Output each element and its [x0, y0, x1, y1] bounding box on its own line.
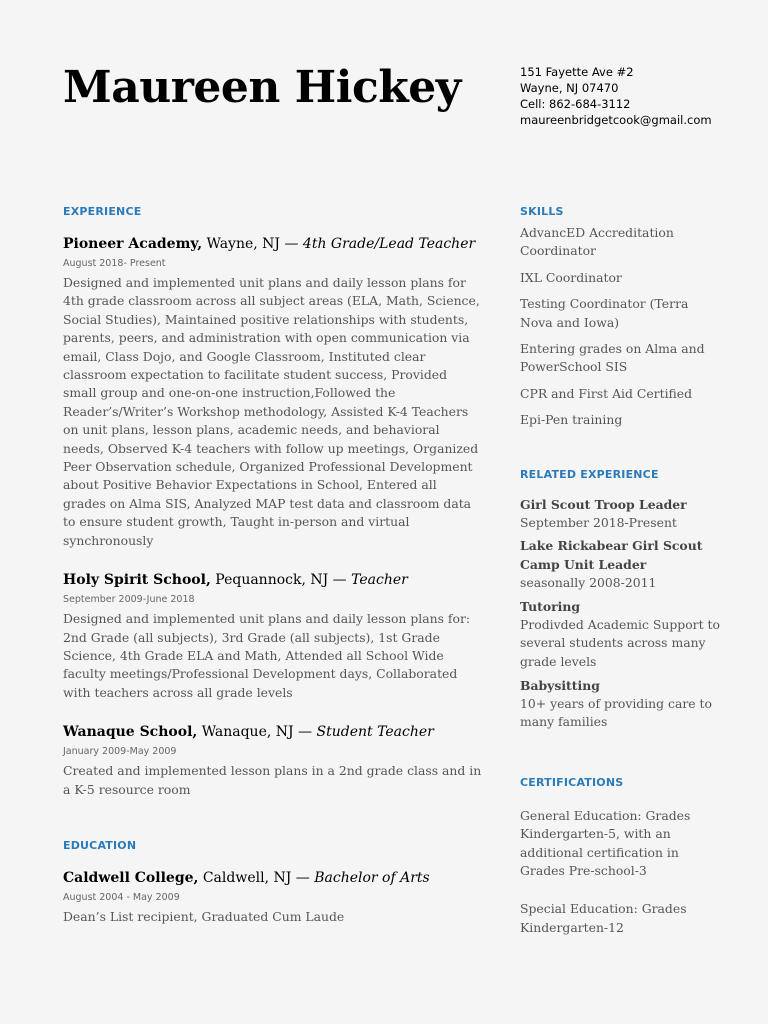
- job-org: Wanaque School,: [63, 724, 198, 741]
- job-entry: [63, 722, 483, 799]
- related-item-text: 10+ years of providing care to many families: [520, 695, 712, 730]
- job-location: Wayne, NJ —: [202, 236, 303, 252]
- job-description: Designed and implemented unit plans and daily lesson plans for: 2nd Grade (all subjects), 3rd Grade (all subjects), 1st Grade Science, 4th Grade ELA and Math, Attended all School Wide faculty meetings/Professional Development days, Collaborated with teachers across all grade levels: [63, 611, 471, 700]
- job-description: Designed and implemented unit plans and daily lesson plans for 4th grade classroom across all subject areas (ELA, Math, Science, Social Studies), Maintained positive relationships with students, parents, peers, and administration with open communication via email, Class Dojo, and Google Classroom, Instituted clear classroom expectation to facilitate student success, Provided small group and one-on-one instruction,Followed the Reader’s/Writer’s Workshop methodology, Assisted K-4 Teachers on unit plans, lesson plans, academic needs, and behavioral needs, Observed K-4 teachers with follow up meetings, Organized Peer Observation schedule, Organized Professional Development about Positive Behavior Expectations in School, Entered all grades on Alma SIS, Analyzed MAP test data and classroom data to ensure student growth, Taught in-person and virtual synchronously: [63, 275, 480, 548]
- candidate-name: Maureen Hickey: [63, 62, 461, 113]
- skills-heading: SKILLS: [520, 205, 564, 218]
- job-date: January 2009-May 2009: [63, 746, 177, 758]
- job-role: Student Teacher: [316, 724, 434, 741]
- related-item: [520, 597, 720, 672]
- school-location: Caldwell, NJ —: [198, 869, 315, 886]
- job-heading: [63, 722, 483, 742]
- phone-number: Cell: 862-684-3112: [520, 97, 631, 111]
- job-location: Wanaque, NJ —: [197, 724, 317, 741]
- certification-item: Special Education: Grades Kindergarten-12: [520, 901, 687, 935]
- job-role: 4th Grade/Lead Teacher: [302, 236, 476, 252]
- skill-item: Epi-Pen training: [520, 412, 623, 428]
- education-heading: EDUCATION: [63, 838, 137, 852]
- job-org: Pioneer Academy,: [63, 236, 203, 252]
- skill-item: IXL Coordinator: [520, 269, 622, 285]
- job-heading: [63, 234, 483, 254]
- education-description: Dean’s List recipient, Graduated Cum Laude: [63, 908, 345, 924]
- job-location: Pequannock, NJ —: [210, 572, 352, 589]
- education-entry: [63, 868, 483, 926]
- job-date: August 2018- Present: [63, 258, 166, 269]
- skill-item: AdvancED Accreditation Coordinator: [520, 225, 674, 259]
- related-item-text: seasonally 2008-2011: [520, 575, 657, 591]
- certifications-list: [520, 807, 720, 937]
- job-date: September 2009-June 2018: [63, 594, 195, 606]
- related-experience-list: [520, 495, 720, 732]
- related-item-title: Girl Scout Troop Leader: [520, 496, 687, 512]
- skill-item: Entering grades on Alma and PowerSchool SIS: [520, 341, 705, 375]
- related-item: [520, 536, 720, 593]
- experience-heading: EXPERIENCE: [63, 205, 142, 218]
- related-item-title: Tutoring: [520, 598, 580, 614]
- school-name: Caldwell College,: [63, 869, 199, 886]
- education-heading-line: [63, 868, 483, 888]
- job-role: Teacher: [351, 572, 408, 589]
- right-column: [520, 205, 720, 957]
- certifications-heading: CERTIFICATIONS: [520, 775, 624, 789]
- job-entry: [63, 570, 483, 702]
- related-experience-heading: RELATED EXPERIENCE: [520, 467, 659, 481]
- degree: Bachelor of Arts: [314, 869, 430, 886]
- related-item-text: September 2018-Present: [520, 514, 677, 530]
- job-entry: [63, 234, 483, 550]
- related-item: [520, 495, 720, 533]
- address-line-1: 151 Fayette Ave #2: [520, 65, 634, 79]
- address-line-2: Wayne, NJ 07470: [520, 81, 619, 95]
- related-item-title: Babysitting: [520, 677, 600, 693]
- contact-info: [520, 64, 712, 128]
- certification-item: General Education: Grades Kindergarten-5, with an additional certification in Grades Pre-school-3: [520, 807, 691, 879]
- email-address[interactable]: maureenbridgetcook@gmail.com: [520, 113, 712, 127]
- job-description: Created and implemented lesson plans in a 2nd grade class and in a K-5 resource room: [63, 763, 482, 797]
- education-date: August 2004 - May 2009: [63, 891, 180, 903]
- skill-item: Testing Coordinator (Terra Nova and Iowa): [520, 296, 689, 330]
- left-column: [63, 205, 483, 926]
- job-org: Holy Spirit School,: [63, 572, 211, 589]
- related-item-title: Lake Rickabear Girl Scout Camp Unit Leader: [520, 538, 703, 573]
- skill-item: CPR and First Aid Certified: [520, 385, 693, 401]
- skills-list: [520, 224, 720, 430]
- job-heading: [63, 570, 483, 590]
- related-item: [520, 676, 720, 732]
- related-item-text: Prodivded Academic Support to several students across many grade levels: [520, 616, 720, 670]
